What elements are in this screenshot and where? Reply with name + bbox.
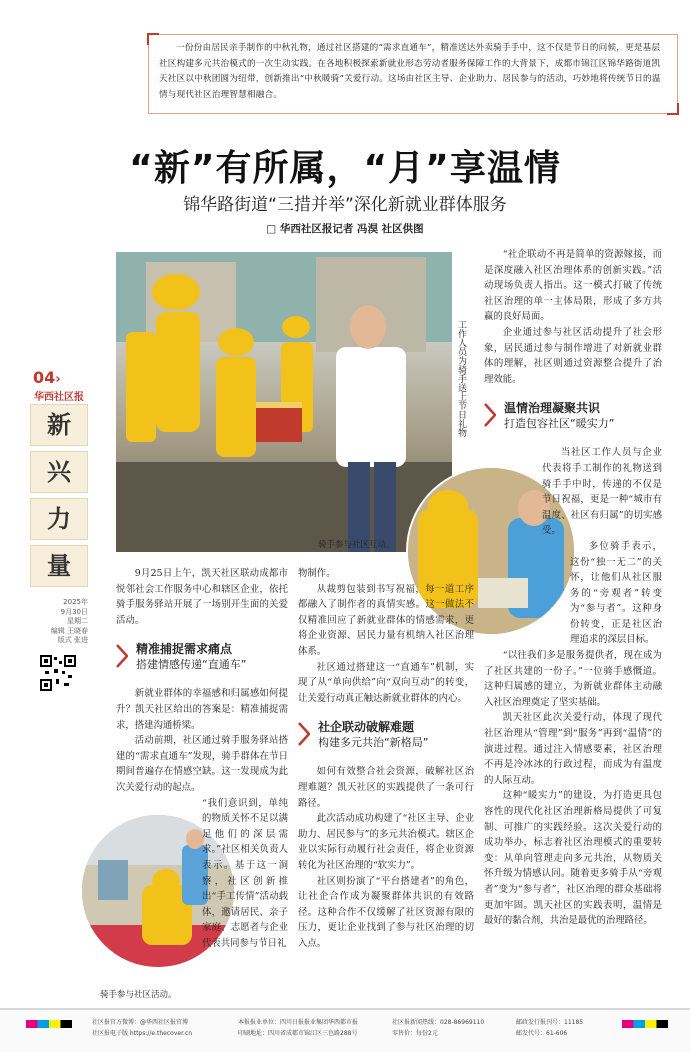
meta-editor: 编辑 王晓春 — [50, 626, 88, 635]
column-char: 兴 — [30, 451, 88, 493]
qr-code-icon[interactable] — [40, 655, 76, 691]
footer-price: 零售价：每份2元 — [392, 1030, 438, 1037]
footer-hotline: 社区报新闻热线：028-86969110 — [392, 1019, 485, 1026]
paragraph: 凯天社区此次关爱行动，体现了现代社区治理从“管理”到“服务”再到“温情”的演进过程。通过注入情感要素，社区治理不再是冷冰冰的行政过程，而成为有温度的人际互动。 — [484, 712, 662, 786]
color-bar — [26, 1020, 72, 1028]
section-head-1 — [116, 628, 288, 686]
paragraph: 新就业群体的幸福感和归属感如何提升？凯天社区给出的答案是：精准捕捉需求，搭建沟通桥梁。 — [116, 688, 288, 731]
paragraph: 企业通过参与社区活动提升了社会形象，居民通过参与制作增进了对新就业群体的理解，社区则通过资源整合提升了治理效能。 — [484, 326, 662, 385]
issue-meta — [36, 598, 88, 646]
paragraph: 9月25日上午，凯天社区联动成都市悦邻社会工作服务中心和辖区企业，依托骑手服务驿站开展了一场别开生面的关爱活动。 — [116, 568, 288, 626]
paragraph: 物制作。 — [298, 568, 336, 579]
arrow-icon — [116, 644, 128, 668]
paragraph: 此次活动成功构建了“社区主导、企业助力、居民参与”的多元共治模式。辖区企业以实际行动履行社会责任，将企业资源转化为社区治理的“软实力”。 — [298, 813, 474, 871]
subheadline: 锦华路街道“三措并举”深化新就业群体服务 — [183, 195, 507, 215]
photo-caption: 工作人员为骑手送上节日礼物 — [456, 320, 466, 437]
meta-year: 2025年 — [63, 598, 88, 606]
paragraph: 当社区工作人员与企业代表将手工制作的礼物送到骑手手中时，传递的不仅是节日祝福，更是一种“城市有温度、社区有归属”的切实感受。 — [542, 447, 662, 537]
column-char: 量 — [30, 545, 88, 587]
article-column-3 — [484, 247, 662, 929]
paragraph: 社区则扮演了“平台搭建者”的角色，让社企合作成为凝聚群体共识的有效路径。这种合作不仅缓解了社区资源有限的压力，更让企业找到了参与社区治理的切入点。 — [298, 875, 474, 949]
article-column-1 — [116, 566, 288, 951]
column-char: 新 — [30, 404, 88, 446]
page-brand: 华西社区报 — [34, 392, 84, 403]
footer-weibo[interactable]: 社区报官方微博：@华西社区报官博 — [92, 1019, 189, 1026]
column-name — [30, 404, 88, 592]
section-title: 温情治理凝聚共识 — [504, 401, 601, 416]
footer-publisher: 本报报业单位：四川日报报业集团华西都市报 — [238, 1019, 359, 1026]
footer-postal-code: 邮政发行报刊号：11185 — [516, 1019, 584, 1026]
byline: □ 华西社区报记者 冯淏 社区供图 — [266, 223, 424, 235]
paragraph: “我们意识到，单纯的物质关怀不足以满足他们的深层需求。”社区相关负责人表示。基于这一洞察，社区创新推出“手工传情”活动载体，邀请居民、亲子家庭、志愿者与企业代表共同参与节日礼 — [202, 797, 288, 949]
section-subtitle: 打造包容社区“暖实力” — [504, 417, 615, 431]
paragraph: 这种“暖实力”的建设，为打造更具包容性的现代化社区治理新格局提供了可复制、可推广的实践经验。这次关爱行动的成功举办，标志着社区治理模式的重要转变：从单向管理走向多元共治，从物质关怀升级为情感认同。随着更多骑手从“旁观者”变为“参与者”，社区治理的群众基础将更加牢固。凯天社区的实践表明，温情是最好的黏合剂，共治是最优的治理路径。 — [484, 790, 662, 927]
page-arrow-icon: › — [55, 372, 61, 387]
intro-text: 一份份由居民亲手制作的中秋礼物，通过社区搭建的“需求直通车”，精准送达外卖骑手手中，这不仅是节日的问候，更是基层社区构建多元共治模式的一次生动实践。在各地积极探索新就业形态劳动者服务保障工作的大背景下，成都市锦江区锦华路街道凯天社区以中秋团圆为纽带，创新推出“中秋暖骑”关爱行动。这场由社区主导、企业助力、居民参与的活动，巧妙地将传统节日的温情与现代社区治理智慧相融合。 — [159, 43, 661, 100]
meta-weekday: 星期二 — [67, 617, 88, 625]
section-title: 社企联动破解难题 — [318, 720, 415, 735]
column-char: 力 — [30, 498, 88, 540]
intro-box — [148, 34, 678, 114]
color-bar — [622, 1020, 668, 1028]
paragraph: 多位骑手表示，这份“独一无二”的关怀，让他们从社区服务的“旁观者”转变为“参与者”。这种身份转变，正是社区治理追求的深层目标。 — [570, 540, 662, 646]
page-footer — [0, 1008, 690, 1052]
footer-print-address: 印刷地址：四川省成都市锦江区三色路288号 — [238, 1030, 358, 1037]
page-number-text: 04 — [33, 368, 56, 387]
meta-date: 9月30日 — [60, 607, 88, 616]
arrow-icon — [484, 403, 496, 427]
paragraph: “社企联动不再是简单的资源嫁接，而是深度融入社区治理体系的创新实践。”活动现场负责人指出。这一模式打破了传统社区治理的单一主体局限，形成了多方共赢的良好局面。 — [484, 249, 662, 323]
paragraph: “以往我们多是服务提供者，现在成为了社区共建的一份子。”一位骑手感慨道。这种归属感的建立，为新就业群体主动融入社区治理奠定了坚实基础。 — [484, 650, 662, 708]
section-head-3 — [484, 387, 662, 445]
main-photo — [116, 252, 452, 552]
footer-epaper-link[interactable]: 社区报电子版 https://e.thecover.cn — [92, 1030, 192, 1037]
section-subtitle: 搭建情感传递“直通车” — [136, 658, 247, 672]
paragraph: 社区通过搭建这一“直通车”机制，实现了从“单向供给”向“双向互动”的转变，让关爱行动真正触达新就业群体的内心。 — [298, 661, 474, 704]
footer-distribution-code: 邮发代号：61-606 — [516, 1030, 568, 1037]
meta-layout: 版式 张进 — [57, 636, 88, 644]
section-title: 精准捕捉需求痛点 — [136, 642, 233, 657]
section-subtitle: 构建多元共治“新格局” — [318, 736, 429, 750]
arrow-icon — [298, 722, 310, 746]
photo-caption: 骑手参与社区互动。 — [318, 540, 395, 550]
section-head-2 — [298, 706, 474, 764]
page-number — [33, 368, 61, 387]
corner-decoration — [667, 103, 679, 115]
paragraph: 活动前期，社区通过骑手服务驿站搭建的“需求直通车”发现，骑手群体在节日期间普遍存在情感空缺。这一发现成为此次关爱行动的起点。 — [116, 735, 288, 793]
photo-caption: 骑手参与社区活动。 — [100, 990, 177, 1000]
paragraph: 如何有效整合社会资源，破解社区治理难题？凯天社区的实践提供了一条可行路径。 — [298, 766, 474, 809]
paragraph: 从裁剪包装到书写祝福，每一道工序都融入了制作者的真情实感。这一做法不仅精准回应了新就业群体的情感需求，更将企业资源、居民力量有机纳入社区治理体系。 — [298, 583, 474, 657]
headline: “新”有所属，“月”享温情 — [129, 148, 561, 189]
article-column-2 — [298, 566, 474, 951]
corner-decoration — [147, 33, 159, 45]
